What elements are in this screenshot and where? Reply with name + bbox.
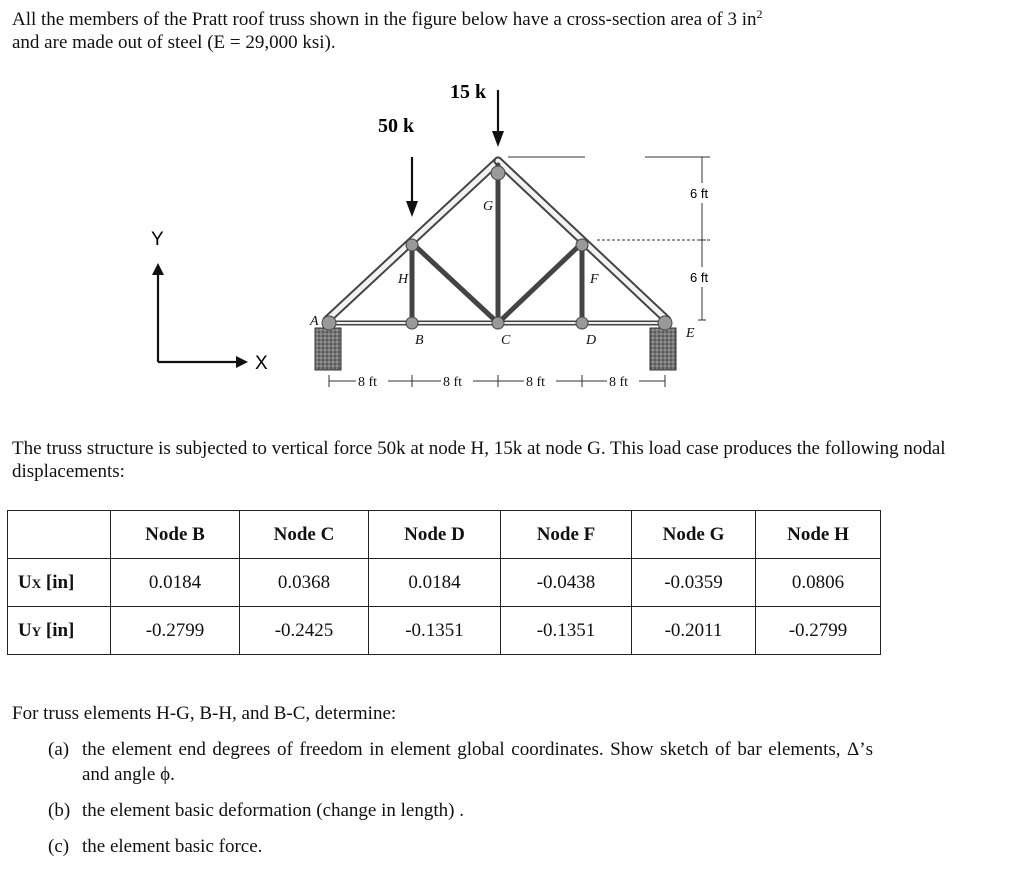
question-item-a-label: (a) [48,739,70,760]
dim-label-horizontal-3: 8 ft [526,375,546,390]
table-header-corner [8,511,111,559]
intro-paragraph [12,8,1012,54]
row-label-uy-unit: [in] [41,619,75,641]
dim-label-horizontal-1: 8 ft [358,375,378,390]
load-arrows [378,81,504,217]
node-label-D: D [586,333,597,348]
dim-label-horizontal-2: 8 ft [443,375,463,390]
node-label-B: B [415,333,424,348]
question-item-c-text: the element basic force. [82,836,263,857]
row-label-ux-unit: [in] [41,571,75,593]
table-cell: -0.2011 [632,607,756,655]
table-cell: 0.0806 [756,559,881,607]
node-label-G: G [483,199,494,214]
question-item-a [48,737,873,789]
table-header-node-c: Node C [240,511,369,559]
table-cell: 0.0368 [240,559,369,607]
gusset-F [576,239,588,251]
y-axis-label: Y [151,229,164,250]
coordinate-axes [151,229,268,374]
row-label-uy-main: U [18,619,32,641]
question-intro: For truss elements H-G, B-H, and B-C, determine: [12,703,397,724]
gusset-A [322,316,336,330]
question-item-b [48,798,873,824]
gusset-C [492,317,504,329]
table-header-node-g: Node G [632,511,756,559]
table-header-node-b: Node B [111,511,240,559]
member-H-C [412,243,498,323]
table-header-node-f: Node F [501,511,632,559]
load-label-G: 15 k [450,81,487,103]
node-label-E: E [686,326,695,341]
row-label-ux-sub: X [31,575,42,591]
row-label-uy-sub: Y [31,623,42,639]
row-label-ux [8,559,111,607]
x-axis-label: X [255,353,268,374]
gusset-D [576,317,588,329]
dim-label-vertical-upper: 6 ft [690,186,709,201]
gusset-H [406,239,418,251]
question-item-b-label: (b) [48,800,71,821]
table-cell: 0.0184 [111,559,240,607]
member-F-C [498,243,582,323]
node-label-C: C [501,333,511,348]
load-description: The truss structure is subjected to vertical force 50k at node H, 15k at node G. This load case produces the following nodal displacements: [12,438,946,482]
intro-text-after-sup: and are made out of steel (E = 29,000 ksi). [12,32,336,53]
question-item-c-label: (c) [48,836,70,857]
support-right [650,328,676,370]
table-cell: -0.1351 [501,607,632,655]
row-label-ux-main: U [18,571,32,593]
load-arrowhead-H [406,201,418,217]
y-axis-arrowhead [152,263,164,275]
row-label-uy [8,607,111,655]
intro-text-before-sup: All the members of the Pratt roof truss shown in the figure below have a cross-section area of 3 in [12,9,757,30]
table-row-ux [8,559,881,607]
question-item-c [48,834,873,860]
table-row-uy [8,607,881,655]
table-cell: -0.0359 [632,559,756,607]
load-label-H: 50 k [378,115,415,137]
table-cell: -0.2425 [240,607,369,655]
displacement-table [7,510,881,655]
question-item-a-text: the element end degrees of freedom in element global coordinates. Show sketch of bar elements, Δ’s and angle ϕ. [82,739,873,785]
intro-superscript: 2 [756,7,763,21]
dim-label-vertical-lower: 6 ft [690,270,709,285]
gusset-E [658,316,672,330]
node-label-F: F [590,272,599,287]
vertical-dimensions [508,157,710,320]
dim-label-horizontal-4: 8 ft [609,375,629,390]
table-cell: 0.0184 [369,559,501,607]
truss-members [327,161,667,323]
truss-figure [110,75,750,415]
table-cell: -0.1351 [369,607,501,655]
node-label-A: A [310,314,319,329]
question-item-b-text: the element basic deformation (change in length) . [82,800,464,821]
table-cell: -0.2799 [756,607,881,655]
table-cell: -0.0438 [501,559,632,607]
table-cell: -0.2799 [111,607,240,655]
gusset-G [491,166,505,180]
gusset-B [406,317,418,329]
table-header-node-h: Node H [756,511,881,559]
support-left [315,328,341,370]
node-label-H: H [398,272,409,287]
x-axis-arrowhead [236,356,248,368]
table-header-node-d: Node D [369,511,501,559]
table-header-row [8,511,881,559]
load-arrowhead-G [492,131,504,147]
